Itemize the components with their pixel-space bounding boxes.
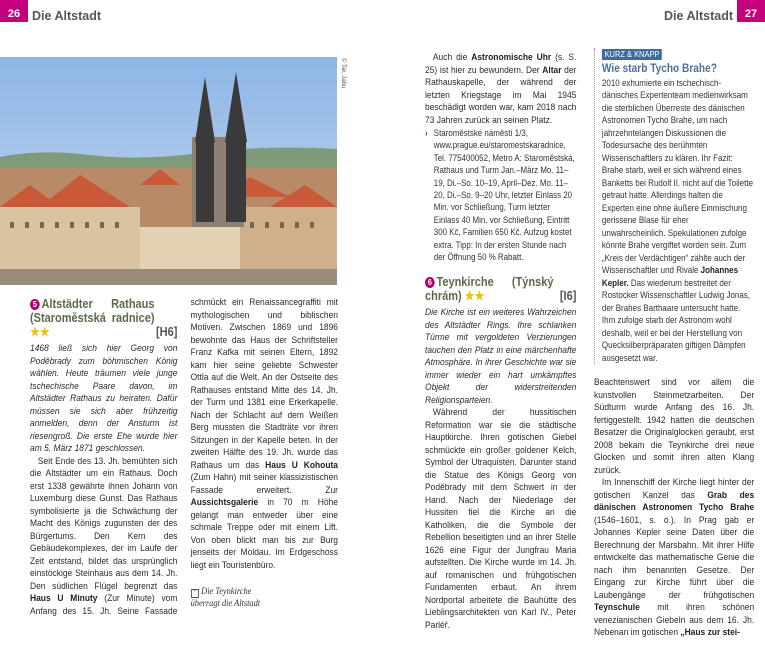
photo-credit: © Tar, Jahu	[340, 58, 346, 89]
section-heading-rathaus	[30, 297, 177, 339]
info-block	[425, 127, 576, 263]
bold-term: „Haus zur stei-	[680, 627, 740, 638]
kurz-knapp-box	[594, 48, 754, 364]
text-run: in 70 m Höhe gelangt man entweder über eine schmale Treppe oder mit einem Lift. Von oben blickt man bis zur Burg jenseits der Moldau. Im Erdgeschoss liegt ein Touristenbüro.	[190, 497, 338, 571]
bold-term: Aussichtsgalerie	[190, 497, 259, 508]
page-number-left: 26	[0, 0, 28, 22]
map-grid-ref: [I6]	[559, 289, 577, 304]
bold-term: Haus U Kohouta	[265, 459, 338, 471]
info-text: Staroměstské náměstí 1/3, www.prague.eu/staromestskaradnice, Tel. 775400052, Metro A: Staroměstská, Rathaus und Turm Jan.–März Mo. 11–19, Di.–So. 10–19, April–Dez. Mo. 11–20, Di.–So. 9–20 Uhr, letzter Einlass 20 Min. vor Schließung, Turm letzter Einlass 40 Min. vor Schließung, Eintritt 300 Kč, Familien 650 Kč. Aufzug kostet extra. Tipp: In der ersten Stunde nach der Öffnung 50 % Rabatt.	[433, 128, 575, 263]
old-town-photo	[0, 57, 337, 285]
photo-caption-icon: ⌃	[192, 590, 197, 596]
text-run: Seit Ende des 13. Jh. bemühten sich die Altstädter um ein Rathaus. Doch erst 1338 gewährte ihnen Johann von Luxemburg diese Gunst. Das Rathaus symbolisierte ja die Schwächung der Macht des Königs zugunsten der des Bürgertums. Den Kern des Gebäudekomplexes, der im Laufe der Zeit entstand, bildet das ursprünglich einstöckige Steinhaus aus dem 14. Jh. Den südlichen Flügel begrenzt das	[30, 455, 178, 592]
text-run: Während der hussitischen Reformation war sie die städtische Hauptkirche. Ihren gotischen Giebel schmückte ein großer goldener Kelch, Symbol der Utraquisten. Darunter stand die Statue des Königs Georg von Poděbrady mit dem Schwert in der Hand. Nach der Niederlage der Hussiten fiel die Kirche an die Katholiken, die die Symbole der Rebellion beseitigten und an ihrer Stelle 1626 eine Figur der Jungfrau Maria aufstellten. Die Kirche wurde im 14. Jh. auf romanischen und frühgotischen Fundamenten erbaut. An ihrem Nordportal arbeitete die Bauhütte des Lieblingsarchitekten von Karl IV., Peter Parléř.	[425, 407, 577, 631]
section-number: 5	[30, 299, 40, 310]
paragraph	[594, 377, 754, 477]
text-run: (Zur Minute) vom Anfang des 15. Jh. Seine Fassade schmückt ein Renaissancegraffiti mit mythologischen und biblischen Motiven. Zwischen 1869 und 1896 bewohnte das Haus der Schriftsteller Franz Kafka mit seinen Eltern, 1892 kam hier seine geliebte Schwester Ottla auf die Welt. An der Ostseite des Rathauses entstand Mitte des 14. Jh. der Turm und 1381 eine Erkerkapelle. Nach der Schlacht auf dem Weißen Berg mussten die Stadträte vor ihren Sitzungen in der Kapelle beten. In der zweiten Hälfte des 19. Jh. wurde das Rathaus um das	[30, 297, 338, 617]
rating-stars: ★★	[464, 289, 485, 304]
paragraph	[594, 477, 754, 640]
paragraph	[425, 52, 576, 127]
page-number-right: 27	[737, 0, 765, 22]
photo-caption	[191, 586, 338, 610]
running-head-left: Die Altstadt	[32, 9, 101, 23]
section-title: Teynkirche (Týnský chrám)	[425, 275, 554, 304]
text-run: 2010 exhumierte ein tschechisch-dänisches Expertenteam medienwirksam die sterblichen Überreste des dänischen Astronomen Tycho Brahe, um nach jahrzehntelangen Diskussionen die Todesursache des berühmten Wissenschaftlers zu klären. Ihr Fazit: Brahe starb, weil er sich während eines Banketts bei Rudolf II. nicht auf die Toilette getraut hatte. Allerdings halten die Experten eine ohne äußere Einmischung gerissene Blase für eher unwahrscheinlich. Spekulationen zufolge könnte Brahe vergiftet worden sein. Zum „Kreis der Verdächtigen“ zählte auch der Wissenschaftler und Rivale	[601, 77, 754, 275]
running-head-right: Die Altstadt	[664, 9, 733, 23]
map-grid-ref: [H6]	[156, 325, 178, 339]
text-run: Die Kirche ist ein weiteres Wahrzeichen des Altstädter Rings. Ihre schlanken Türme mit vergoldeten Verzierungen tauchen den Platz in eine märchenhafte Atmosphäre. In ihrer Geschichte war sie immer wieder ein hart umkämpftes Objekt der widerstreitenden Religionsparteien.	[425, 307, 577, 406]
text-run: Beachtenswert sind vor allem die kunstvollen Steinmetzarbeiten. Der Südturm wurde Anfang des 16. Jh. fertiggestellt. 1942 hatten die deutschen Besatzer die Originalglocken geraubt, erst 2008 bekam die Teynkirche drei neue Glocken und somit ihren alten Klang zurück.	[594, 377, 755, 476]
rating-stars: ★★	[30, 325, 50, 339]
right-column-2	[594, 48, 754, 640]
rathaus-section	[30, 297, 338, 618]
text-run: Im Innenschiff der Kirche liegt hinter der gotischen Kanzel das	[594, 477, 755, 501]
info-arrow-icon: ›	[425, 128, 428, 138]
bold-term: Teynschule	[594, 602, 640, 613]
bold-term: Astronomische Uhr	[471, 52, 552, 63]
box-title: Wie starb Tycho Brahe?	[601, 62, 717, 75]
text-run: (s. S. 25) ist hier zu bewundern. Der	[425, 52, 577, 76]
paragraph	[425, 407, 576, 632]
teynkirche-continued	[594, 377, 754, 640]
text-run: (1546–1601, s. o.). In Prag gab er Johannes Kepler seine Daten über die Berechnung der Marsbahn. Mit ihrer Hilfe entwickelte das mathematische Genie die nach ihm benannten Gesetze. Der Eingang zur Kirche führt über die Laubengänge der frühgotischen	[594, 514, 755, 601]
section-heading-teynkirche	[425, 275, 576, 303]
bold-term: Haus U Minuty	[30, 593, 98, 604]
section-title: Altstädter Rathaus (Staroměstská radnice)	[30, 297, 155, 325]
bold-term: Johannes Kepler.	[601, 265, 739, 288]
text-run: mit ihren schönen venezianischen Giebeln aus dem 16. Jh. Nebenan im gotischen	[594, 602, 755, 638]
text-run: 1468 ließ sich hier Georg von Poděbrady zum böhmischen König wählen. Heute träumen viele junge tschechische Paare davon, im Altstädter Rathaus zu heiraten. Dafür müssen sie sich aber frühzeitig anmelden, denn der Ansturm ist riesengroß. Die erste Ehe wurde hier am 5. März 1871 geschlossen.	[30, 343, 178, 454]
caption-line-2: überragt die Altstadt	[190, 599, 261, 609]
teynkirche-text	[425, 307, 576, 632]
text-run: Das wiederum bestreitet der Rostocker Wissenschaftler Ludwig Jonas, der Brahes Barthaare untersucht hatte. Ihm zufolge starb der Astronom wohl deshalb, weil er bei der Herstellung von Quecksilberpräparaten giftigen Dämpfen ausgesetzt war.	[601, 277, 751, 363]
text-run: der Rathauskapelle, der während der letzten Kriegstage im Mai 1945 beschädigt worden war, kam 2018 nach 73 Jahren zurück an seinen Platz.	[425, 64, 577, 126]
paragraph	[30, 343, 177, 456]
paragraph	[425, 307, 576, 407]
kurz-knapp-badge: KURZ & KNAPP	[602, 49, 662, 60]
rathaus-body	[30, 297, 338, 618]
right-column-1	[425, 52, 576, 632]
astronomical-clock-paragraph	[425, 52, 576, 127]
photo-teynkirche	[0, 57, 337, 285]
text-run: Auch die	[432, 52, 472, 63]
box-text	[602, 77, 754, 365]
bold-term: Grab des dänischen Astronomen Tycho Brahe	[594, 489, 755, 513]
section-number: 6	[425, 277, 435, 288]
bold-term: Altar	[542, 64, 562, 76]
caption-line-1: Die Teynkirche	[201, 587, 252, 597]
text-run: (Zum Hahn) mit seiner klassizistischen Fassade erweitert. Zur	[190, 472, 338, 496]
